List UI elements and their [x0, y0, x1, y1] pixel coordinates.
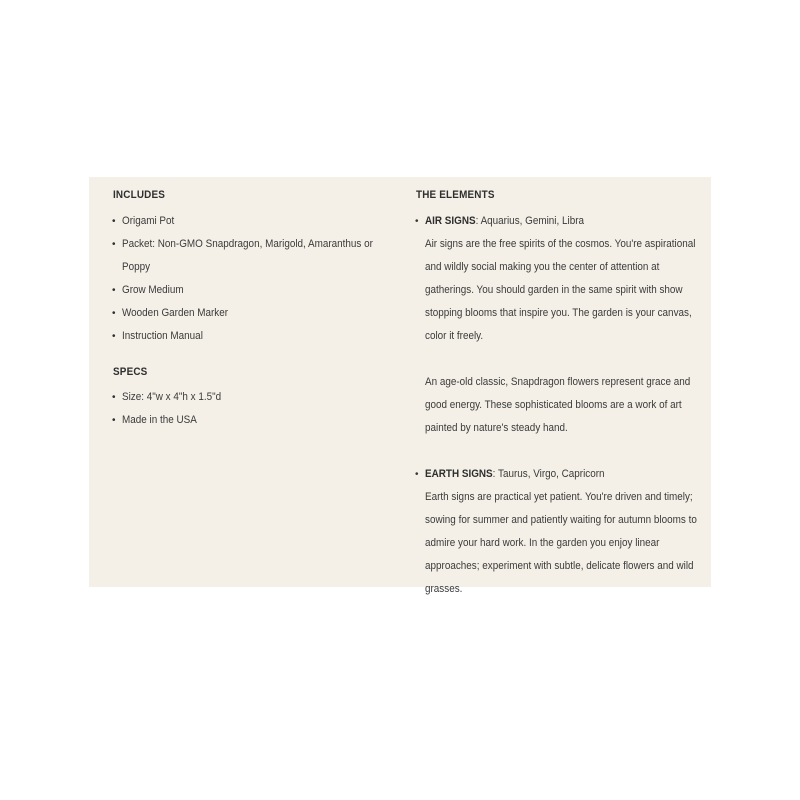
list-item	[113, 302, 403, 325]
left-column	[113, 187, 403, 432]
air-signs-block	[416, 210, 706, 440]
air-signs-label: AIR SIGNS	[425, 215, 476, 227]
bullet-icon: •	[112, 308, 116, 319]
bullet-icon: •	[112, 331, 116, 342]
includes-item-text: Grow Medium	[122, 284, 184, 296]
includes-list	[113, 210, 403, 348]
list-item	[113, 386, 403, 409]
earth-signs-label: EARTH SIGNS	[425, 468, 493, 480]
includes-item-text: Origami Pot	[122, 215, 175, 227]
list-item	[113, 409, 403, 432]
includes-item-text: Wooden Garden Marker	[122, 307, 229, 319]
air-signs-list: : Aquarius, Gemini, Libra	[475, 215, 585, 227]
includes-item-text: Instruction Manual	[122, 330, 203, 342]
list-item	[113, 279, 403, 302]
snapdragon-description: An age-old classic, Snapdragon flowers represent grace and good energy. These sophisticated blooms are a work of art painted by nature's steady hand.	[425, 376, 691, 434]
bullet-icon: •	[112, 392, 116, 403]
bullet-icon: •	[112, 216, 116, 227]
list-item	[113, 233, 403, 279]
specs-item-text: Size: 4"w x 4"h x 1.5"d	[122, 391, 222, 403]
air-signs-description: Air signs are the free spirits of the cosmos. You're aspirational and wildly social making you the center of attention at gatherings. You should garden in the same spirit with show stopping blooms that inspire you. The garden is your canvas, color it freely.	[425, 238, 696, 342]
air-signs-title	[425, 210, 700, 233]
earth-signs-list: : Taurus, Virgo, Capricorn	[492, 468, 605, 480]
bullet-icon: •	[112, 415, 116, 426]
bullet-icon: •	[415, 216, 419, 227]
specs-heading: SPECS	[113, 366, 148, 378]
list-item	[113, 210, 403, 233]
includes-item-text: Packet: Non-GMO Snapdragon, Marigold, Amaranthus or Poppy	[122, 238, 373, 273]
bullet-icon: •	[112, 239, 116, 250]
bullet-icon: •	[112, 285, 116, 296]
list-item	[113, 325, 403, 348]
earth-signs-description: Earth signs are practical yet patient. You're driven and timely; sowing for summer and patiently waiting for autumn blooms to admire your hard work. In the garden you enjoy linear approaches; experiment with subtle, delicate flowers and wild grasses.	[425, 491, 697, 595]
earth-signs-title	[425, 463, 700, 486]
product-details-panel	[89, 177, 711, 595]
elements-heading: THE ELEMENTS	[416, 189, 495, 201]
right-column	[416, 187, 706, 601]
earth-signs-block	[416, 463, 706, 601]
specs-list	[113, 386, 403, 432]
bullet-icon: •	[415, 469, 419, 480]
includes-heading: INCLUDES	[113, 189, 166, 201]
specs-item-text: Made in the USA	[122, 414, 197, 426]
